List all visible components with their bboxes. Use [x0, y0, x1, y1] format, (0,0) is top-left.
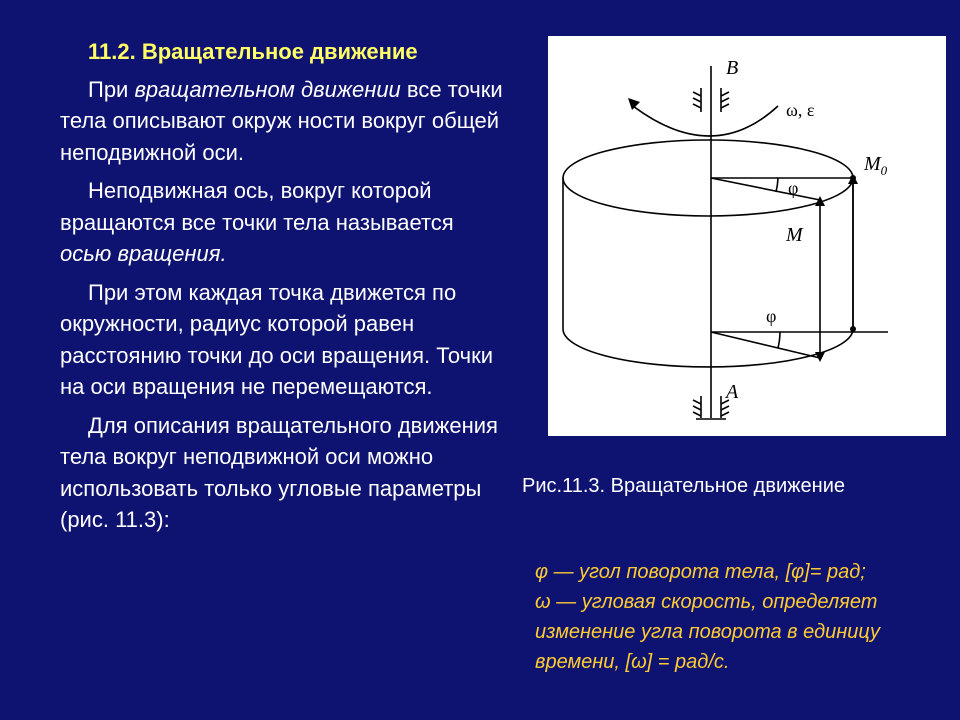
legend-line-phi: φ — угол поворота тела, [φ]= рад; [535, 561, 866, 583]
point-m0-bottom [850, 326, 856, 332]
paragraph-circular-paths: При этом каждая точка движется по окружности, радиус которой равен расстоянию точки до оси вращения. Точки на оси вращения не перемещаются. [60, 279, 494, 399]
angle-arc-top [776, 178, 778, 192]
label-b: B [726, 57, 739, 79]
para1-italic: вращательном движении [134, 76, 401, 102]
para1-prefix: При [88, 76, 135, 102]
legend-line-change: изменение угла поворота в единицу [535, 621, 881, 643]
text-column [60, 36, 510, 543]
para1-suffix: все точки тела описывают окруж ности вокруг общей неподвижной оси. [60, 76, 503, 165]
angle-arc-bottom [778, 332, 780, 348]
cylinder-diagram [548, 36, 946, 436]
bottom-radius-m [711, 332, 820, 358]
label-phi-top: φ [788, 178, 799, 198]
legend-block [535, 557, 945, 677]
label-omega-epsilon: ω, ε [786, 100, 815, 120]
label-m0 [863, 153, 888, 178]
paragraph-axis-definition [60, 175, 510, 270]
top-radius-m [711, 178, 820, 200]
para2-prefix: Неподвижная ось, вокруг которой вращаются все точки тела называется [60, 178, 454, 235]
legend-line-units: времени, [ω] = рад/с. [535, 651, 730, 673]
label-phi-bottom: φ [766, 306, 777, 326]
label-a: A [726, 381, 739, 403]
para2-italic: осью вращения. [60, 241, 227, 266]
figure-caption: Рис.11.3. Вращательное движение [522, 475, 845, 497]
paragraph-rotational-motion [60, 74, 510, 169]
rotation-arrow-head [628, 98, 640, 110]
figure-rotating-cylinder [548, 36, 946, 436]
cylinder-bottom-arc [563, 329, 853, 367]
label-m0-subscript: 0 [880, 163, 888, 178]
label-m: M [786, 224, 803, 246]
paragraph-angular-parameters: Для описания вращательного движения тела вокруг неподвижной оси можно использовать только угловые параметры (рис. 11.3): [60, 412, 498, 532]
legend-line-omega: ω — угловая скорость, определяет [535, 591, 878, 613]
rotation-arrow-arc [633, 106, 778, 136]
point-m0 [850, 175, 856, 181]
label-m0-letter: M [864, 153, 881, 175]
slide-title: 11.2. Вращательное движение [88, 39, 418, 64]
